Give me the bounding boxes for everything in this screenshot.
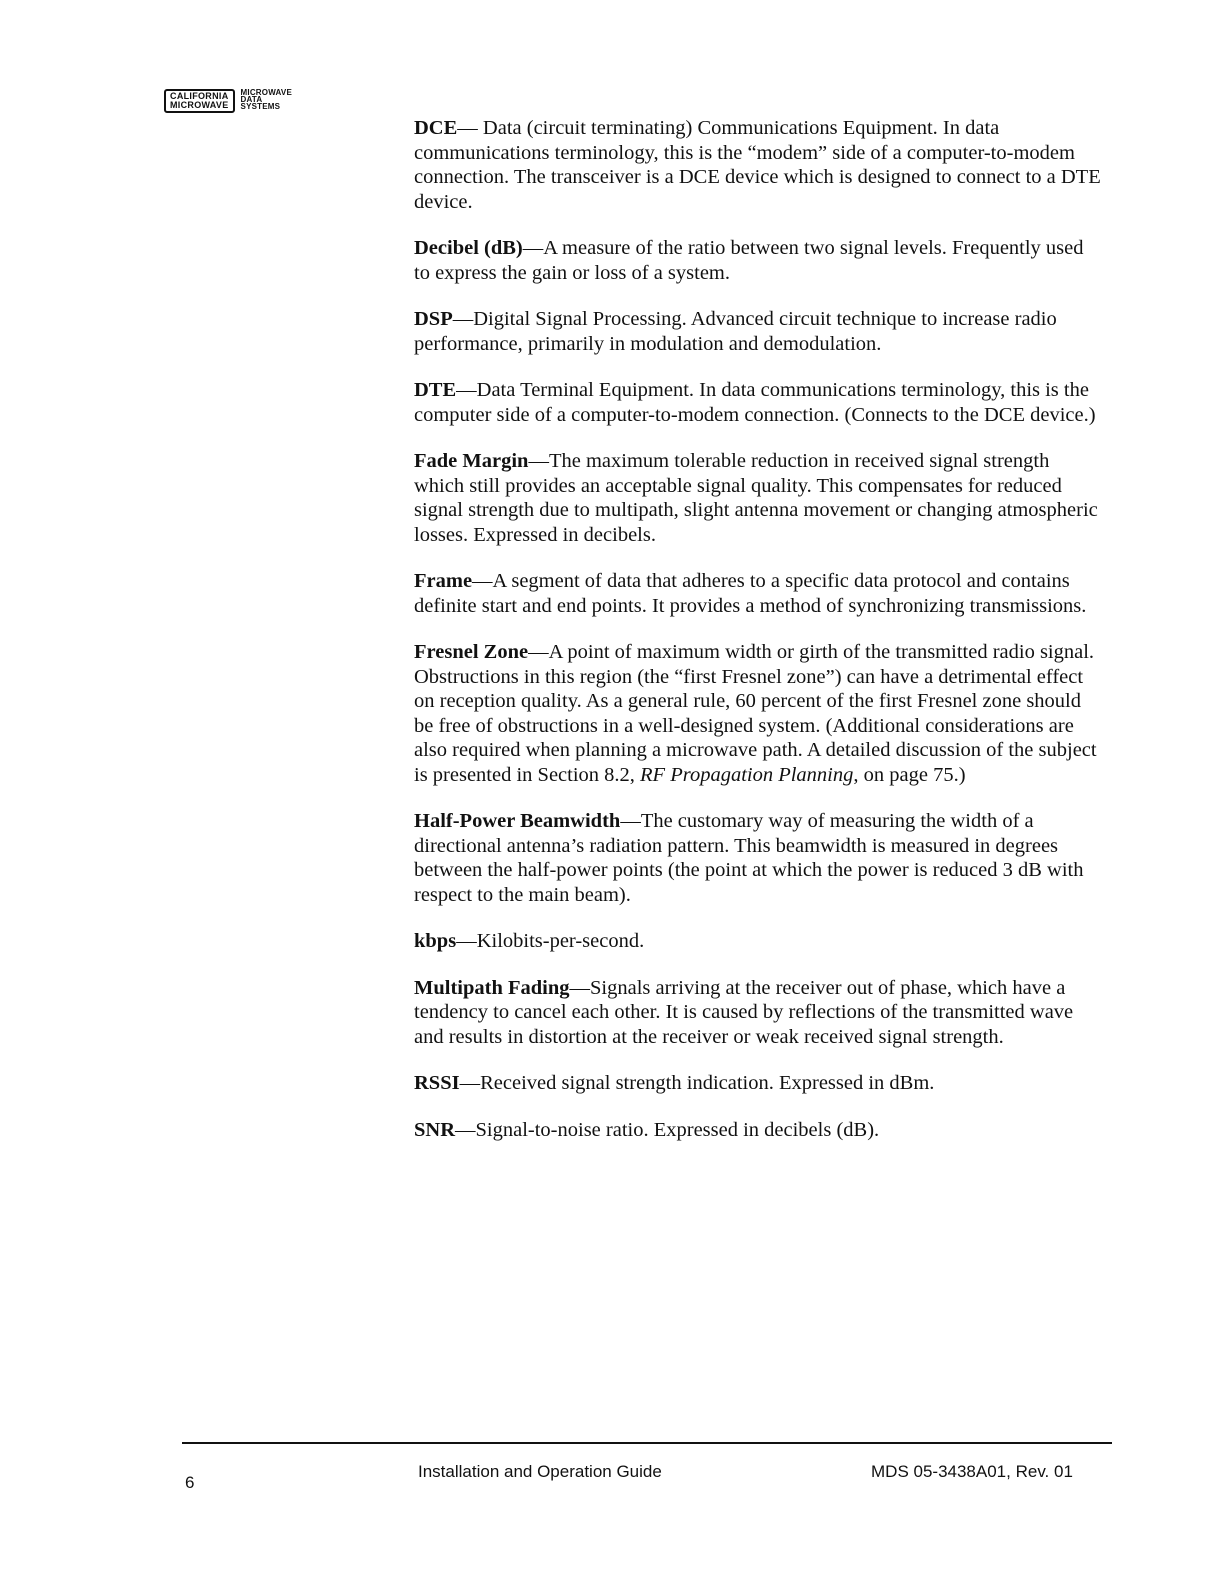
glossary-entry-dsp [414,307,1104,356]
logo-right-line2: DATA [240,95,263,104]
glossary-definition: The customary way of measuring the width of a directional antenna’s radiation pattern. This beamwidth is measured in degrees between the half-power points (the point at which the power is reduced 3 dB with respect to the main beam). [414,810,1084,906]
logo-box-line1: CALIFORNIA [170,91,229,101]
glossary-definition: Signals arriving at the receiver out of phase, which have a tendency to cancel each other. It is caused by reflections of the transmitted wave and results in distortion at the receiver or weak received signal strength. [414,976,1074,1048]
glossary-entry-decibel [414,236,1104,285]
glossary-entry-half-power-beamwidth [414,809,1104,907]
term-dash: — [620,810,641,832]
glossary-term: Decibel (dB) [414,237,523,259]
glossary-definition: A measure of the ratio between two signal levels. Frequently used to express the gain or loss of a system. [414,237,1084,284]
glossary-definition: The maximum tolerable reduction in received signal strength which still provides an acceptable signal quality. This compensates for reduced signal strength due to multipath, slight antenna movement or changing atmospheric losses. Expressed in decibels. [414,450,1098,546]
term-dash: — [456,379,477,401]
logo-right-line1: MICROWAVE [240,88,292,97]
glossary-entry-multipath-fading [414,976,1104,1050]
footer-divider [182,1442,1112,1444]
glossary-definition: Signal-to-noise ratio. Expressed in decibels (dB). [475,1118,880,1141]
glossary-term: DTE [414,379,457,401]
glossary-term: Fresnel Zone [414,641,529,663]
logo-wordmark [241,89,292,110]
term-dash: — [457,117,483,139]
logo-right-line3: SYSTEMS [240,102,281,111]
glossary-definition: Data (circuit terminating) Communications Equipment. In data communications terminology, this is the “modem” side of a computer-to-modem connection. The transceiver is a DCE device which is designed to connect to a DTE device. [414,117,1101,213]
glossary-term: SNR [414,1118,456,1141]
term-dash: — [455,1118,476,1141]
glossary-entry-dte [414,378,1104,427]
glossary-definition: A point of maximum width or girth of the transmitted radio signal. Obstructions in this region (the “first Fresnel zone”) can have a detrimental effect on reception quality. As a general rule, 60 percent of the first Fresnel zone should be free of obstructions in a well-designed system. (Additional considerations are also required when planning a microwave path. A detailed discussion of the subject is presented in Section 8.2, [414,641,1097,786]
glossary-entry-kbps [414,929,1104,954]
document-id: MDS 05-3438A01, Rev. 01 [871,1462,1073,1481]
glossary-entry-snr [414,1118,1104,1143]
glossary-definition: Received signal strength indication. Expressed in dBm. [480,1072,935,1094]
glossary-term: Multipath Fading [414,976,570,999]
logo-box [164,89,235,113]
glossary-definition-end: , on page 75.) [853,763,966,786]
glossary-term: RSSI [414,1072,460,1094]
glossary-entry-frame [414,569,1104,618]
glossary-term: Half-Power Beamwidth [414,810,621,832]
glossary-term: kbps [414,930,457,952]
glossary-term: Fade Margin [414,450,529,472]
term-dash: — [459,1072,481,1094]
term-dash: — [472,570,493,592]
glossary-entry-fade-margin [414,449,1104,547]
glossary-definition: A segment of data that adheres to a specific data protocol and contains definite start and end points. It provides a method of synchronizing transmissions. [414,570,1087,617]
glossary-term: Frame [414,570,473,592]
glossary-entry-rssi [414,1071,1104,1096]
term-dash: — [569,976,590,999]
glossary-term: DCE [414,117,458,139]
term-dash: — [452,308,474,330]
term-dash: — [456,930,477,952]
glossary-definition: Data Terminal Equipment. In data communications terminology, this is the computer side of a computer-to-modem connection. (Connects to the DCE device.) [414,379,1096,426]
page-number: 6 [185,1473,195,1492]
glossary-content [414,116,1104,1164]
footer-title: Installation and Operation Guide [418,1462,662,1481]
glossary-definition: Kilobits-per-second. [476,930,645,952]
section-reference: RF Propagation Planning [640,763,854,786]
term-dash: — [528,641,549,663]
term-dash: — [522,237,544,259]
term-dash: — [528,450,549,472]
logo-box-line2: MICROWAVE [170,100,229,110]
glossary-term: DSP [414,308,453,330]
glossary-entry-fresnel-zone [414,640,1104,787]
glossary-definition: Digital Signal Processing. Advanced circuit technique to increase radio performance, primarily in modulation and demodulation. [414,308,1057,355]
glossary-entry-dce [414,116,1104,214]
company-logo [164,89,292,113]
